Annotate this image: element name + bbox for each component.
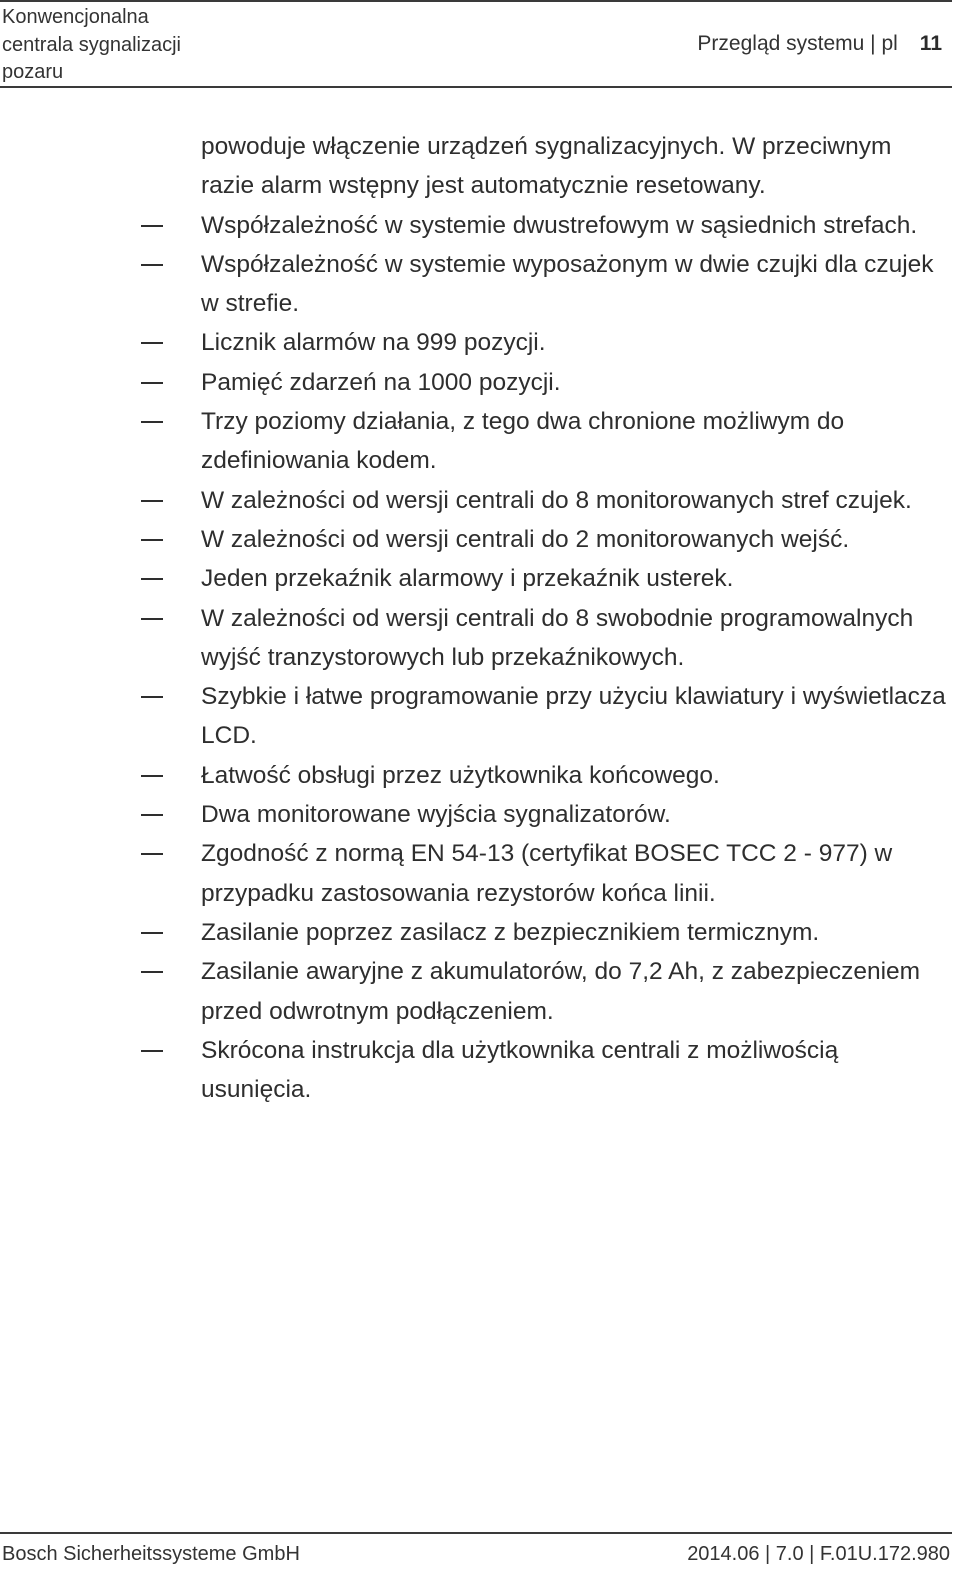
footer-rule [0,1532,952,1534]
page-body [0,127,960,1109]
list-item [201,913,953,952]
dash-bullet-icon [141,618,163,620]
header-title-line: pozaru [2,61,64,83]
list-item-text: Łatwość obsługi przez użytkownika końcowego. [201,761,720,789]
dash-bullet-icon [141,971,163,973]
dash-bullet-icon [141,578,163,580]
page-number: 11 [919,32,942,55]
dash-bullet-icon [141,696,163,698]
list-item-text: Trzy poziomy działania, z tego dwa chronione możliwym do zdefiniowania kodem. [201,408,845,475]
list-item [201,795,953,834]
list-item [201,402,953,481]
list-item [201,363,953,402]
list-item-text: W zależności od wersji centrali do 8 monitorowanych stref czujek. [201,486,912,514]
list-item-text: Współzależność w systemie dwustrefowym w sąsiednich strefach. [201,211,918,239]
dash-bullet-icon [141,814,163,816]
list-item-text: Jeden przekaźnik alarmowy i przekaźnik usterek. [201,565,734,593]
dash-bullet-icon [141,853,163,855]
dash-bullet-icon [141,225,163,227]
dash-bullet-icon [141,1050,163,1052]
list-item-text: Współzależność w systemie wyposażonym w dwie czujki dla czujek w strefie. [201,250,934,318]
dash-bullet-icon [141,932,163,934]
dash-bullet-icon [141,264,163,266]
list-item [201,952,953,1031]
list-item-text: Zgodność z normą EN 54-13 (certyfikat BOSEC TCC 2 - 977) w przypadku zastosowania rezystorów końca linii. [201,840,893,907]
list-item-text: Szybkie i łatwe programowanie przy użyciu klawiatury i wyświetlacza LCD. [201,683,946,750]
header-title-line: Konwencjonalna [2,6,149,28]
list-item-text: Zasilanie poprzez zasilacz z bezpiecznikiem termicznym. [201,918,820,946]
footer-company: Bosch Sicherheitssysteme GmbH [2,1543,300,1565]
list-item [201,245,953,324]
list-item-text: Skrócona instrukcja dla użytkownika centrali z możliwością usunięcia. [201,1036,839,1104]
list-item [201,834,953,913]
header-document-title [2,4,252,87]
header-bottom-rule [0,86,952,88]
list-item [201,677,953,756]
dash-bullet-icon [141,775,163,777]
list-item [201,599,953,678]
list-item-text: W zależności od wersji centrali do 8 swobodnie programowalnych wyjść tranzystorowych lub przekaźnikowych. [201,604,914,671]
list-item-text: Dwa monitorowane wyjścia sygnalizatorów. [201,801,671,829]
dash-bullet-icon [141,342,163,344]
list-item [201,756,953,795]
header-section [697,32,942,56]
dash-bullet-icon [141,500,163,502]
header-top-rule [0,0,952,2]
dash-bullet-icon [141,382,163,384]
section-label: Przegląd systemu | pl [697,32,898,55]
list-item-text: Zasilanie awaryjne z akumulatorów, do 7,2 Ah, z zabezpieczeniem przed odwrotnym podłączeniem. [201,958,921,1025]
list-item-text: W zależności od wersji centrali do 2 monitorowanych wejść. [201,525,850,553]
list-item [201,481,953,520]
feature-list [0,206,960,1110]
continuation-paragraph: powoduje włączenie urządzeń sygnalizacyjnych. W przeciwnym razie alarm wstępny jest automatycznie resetowany. [201,133,892,200]
dash-bullet-icon [141,421,163,423]
list-item [201,323,953,362]
list-item [201,559,953,598]
list-item [201,206,953,245]
list-item-text: Pamięć zdarzeń na 1000 pozycji. [201,368,561,396]
list-item [201,1031,953,1110]
dash-bullet-icon [141,539,163,541]
header-title-line: centrala sygnalizacji [2,33,181,56]
list-item [201,520,953,559]
list-item-text: Licznik alarmów na 999 pozycji. [201,329,546,357]
footer-document-info: 2014.06 | 7.0 | F.01U.172.980 [687,1543,950,1565]
